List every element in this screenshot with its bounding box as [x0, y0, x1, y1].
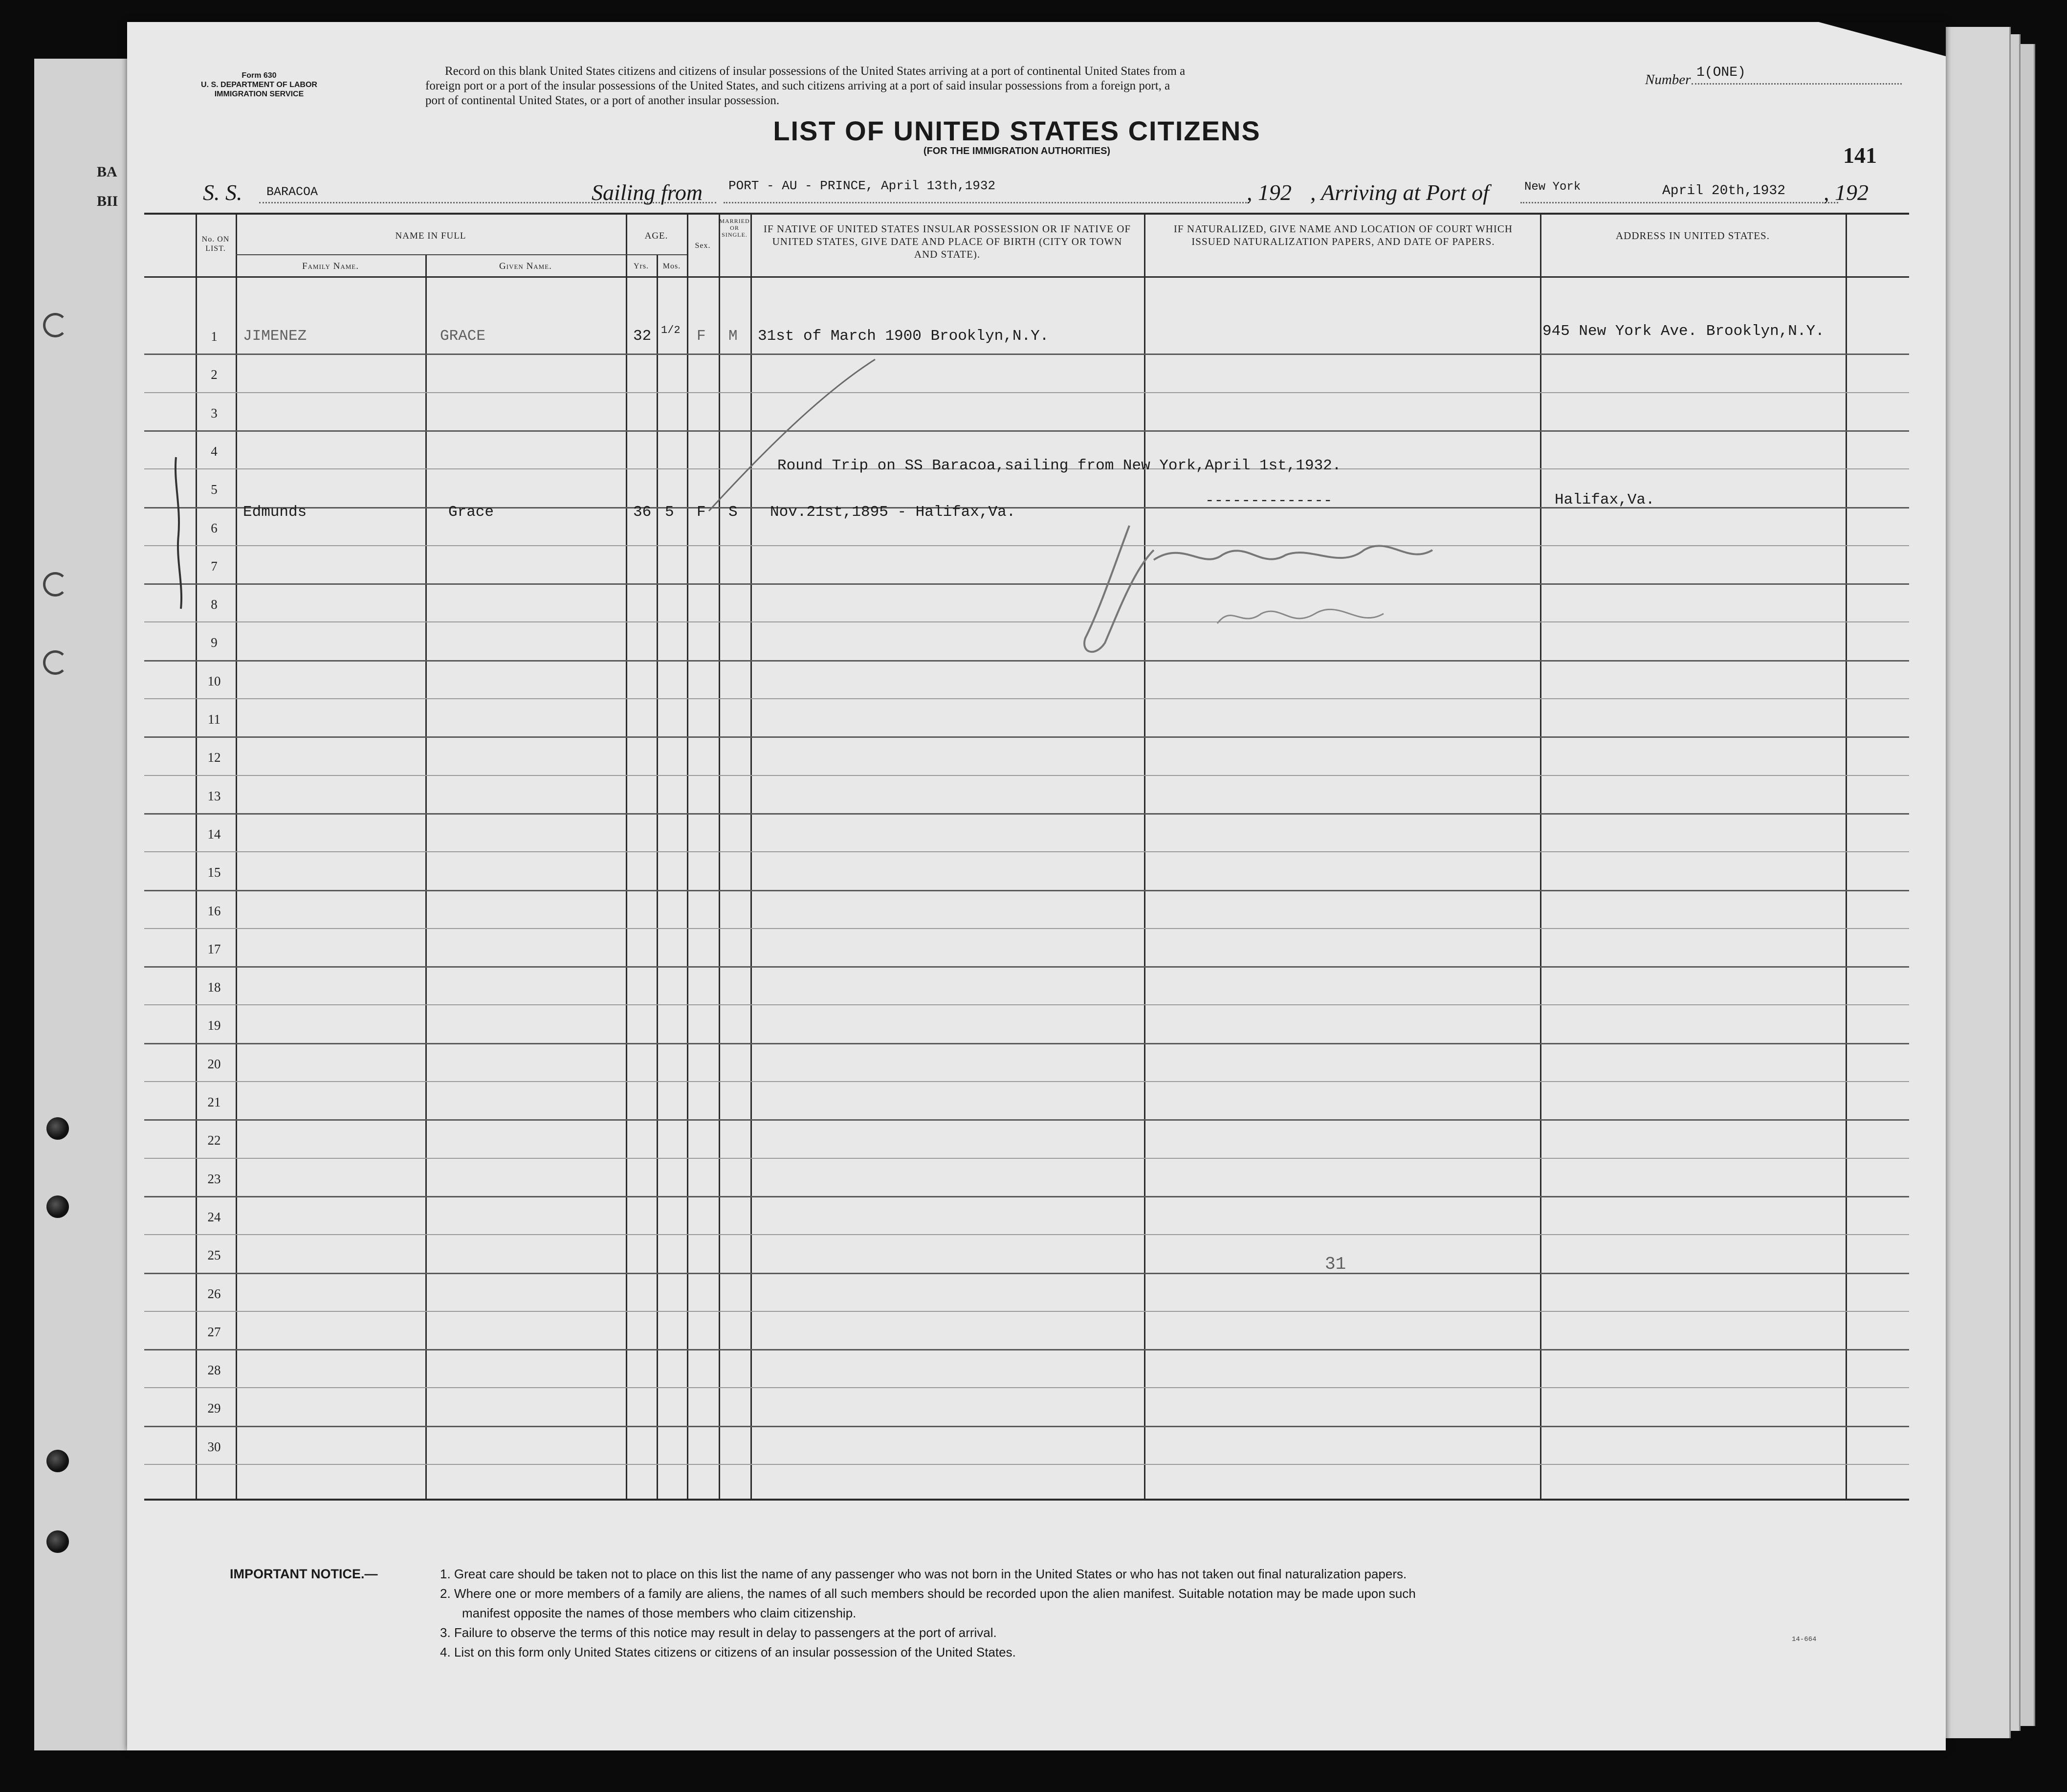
row-number: 8 [211, 597, 218, 612]
naturalization: -------------- [1205, 492, 1333, 509]
pencil-check-stroke [709, 359, 875, 511]
row-number: 16 [207, 903, 221, 918]
row-number: 28 [207, 1363, 221, 1378]
record-line: Record on this blank United States citizens and citizens of insular possessions of the United States arriving at a port of continental United States from a [445, 65, 1186, 78]
given-name: GRACE [440, 328, 486, 345]
row-number: 7 [211, 558, 218, 574]
row-number: 20 [207, 1056, 221, 1071]
row-number: 26 [207, 1286, 221, 1301]
ss-label: S. S. [203, 180, 242, 205]
header-sex: Sex. [695, 242, 711, 250]
row-number: 12 [207, 750, 221, 765]
header-age: AGE. [644, 231, 668, 241]
number-label: Number [1645, 72, 1691, 88]
row-number: 24 [207, 1209, 221, 1224]
row-number: 6 [211, 520, 218, 535]
sailing-label: Sailing from [592, 180, 703, 205]
page-stack-edge [1941, 27, 2011, 1738]
page-title: LIST OF UNITED STATES CITIZENS [773, 115, 1261, 146]
row-number: 2 [211, 367, 218, 382]
row-number: 5 [211, 482, 218, 497]
punch-hole [46, 1195, 69, 1218]
header-naturalized: IF NATURALIZED, GIVE NAME AND LOCATION OF COURT WHICH ISSUED NATURALIZATION PAPERS, AND DATE OF PAPERS. [1173, 223, 1513, 247]
birth-details: 31st of March 1900 Brooklyn,N.Y. [758, 328, 1049, 345]
arrival-port: New York [1524, 180, 1581, 194]
row-number: 19 [207, 1018, 221, 1033]
stamp-number: 31 [1325, 1254, 1346, 1274]
binder-mark: BII [97, 193, 118, 209]
row-number: 11 [208, 712, 220, 727]
punch-hole [46, 1450, 69, 1472]
sailing-from: PORT - AU - PRINCE, April 13th,1932 [728, 178, 996, 193]
header-no: No. ON LIST. [201, 235, 230, 253]
pencil-signature-stroke [1084, 526, 1432, 652]
notice-item: 2. Where one or more members of a family are aliens, the names of all such members should be recorded upon the alien manifest. Suitable notation may be made upon such [440, 1586, 1416, 1601]
pencil-initials-stroke [1217, 609, 1384, 623]
record-line: foreign port or a port of the insular possessions of the United States, and such citizens arriving at a port of said insular possessions from a foreign port, a [425, 79, 1170, 92]
row-number: 9 [211, 635, 218, 650]
row-number: 27 [207, 1324, 221, 1339]
header-name-in-full: NAME IN FULL [395, 231, 466, 241]
notice-label: IMPORTANT NOTICE.— [230, 1567, 378, 1581]
row-number: 23 [207, 1171, 221, 1186]
row-number: 22 [207, 1133, 221, 1148]
year-prefix: , 192 [1824, 180, 1869, 205]
arriving-label: , Arriving at Port of [1310, 180, 1489, 205]
binder-ring [43, 650, 67, 675]
binder-ring [43, 313, 67, 337]
page-number: 141 [1843, 143, 1877, 168]
row-number: 18 [207, 980, 221, 995]
header-months: Mos. [662, 262, 681, 270]
binder-mark: BA [97, 164, 117, 180]
ship-name: BARACOA [266, 185, 318, 199]
punch-hole [46, 1117, 69, 1140]
header-native: IF NATIVE OF UNITED STATES INSULAR POSSESSION OR IF NATIVE OF UNITED STATES, GIVE DATE AND PLACE OF BIRTH (CITY OR TOWN AND STATE). [763, 223, 1131, 260]
year-prefix: , 192 [1247, 180, 1292, 205]
round-trip-note: Round Trip on SS Baracoa,sailing from New York,April 1st,1932. [777, 457, 1341, 474]
sex: F [697, 504, 706, 521]
margin-annotation [176, 457, 181, 609]
row-number: 29 [207, 1401, 221, 1416]
notice-item: manifest opposite the names of those members who claim citizenship. [462, 1606, 857, 1620]
row-number: 21 [207, 1095, 221, 1109]
pencil-marks [127, 22, 1946, 1750]
punch-hole [46, 1530, 69, 1553]
sex: F [697, 328, 706, 345]
notice-item: 4. List on this form only United States citizens or citizens of an insular possession of the United States. [440, 1645, 1016, 1659]
age-years: 32 [633, 328, 652, 345]
row-number: 15 [207, 865, 221, 880]
arrival-date: April 20th,1932 [1662, 183, 1786, 199]
header-address: ADDRESS IN UNITED STATES. [1616, 230, 1770, 242]
age-years: 36 [633, 504, 652, 521]
page-subtitle: (FOR THE IMMIGRATION AUTHORITIES) [923, 146, 1111, 156]
row-number: 4 [211, 443, 218, 459]
row-number: 3 [211, 405, 218, 420]
manifest-page [127, 22, 1946, 1750]
row-number: 17 [207, 941, 221, 956]
header-family-name: Family Name. [302, 261, 359, 271]
age-months: 5 [665, 504, 674, 521]
header-given-name: Given Name. [499, 261, 552, 271]
form-number: Form 630 [242, 71, 277, 80]
form-code: 14-664 [1792, 1636, 1817, 1643]
header-married-or-single: MARRIED OR SINGLE. [719, 218, 750, 238]
row-number: 1 [211, 329, 218, 344]
address: 945 New York Ave. Brooklyn,N.Y. [1542, 323, 1825, 340]
notice-item: 1. Great care should be taken not to place on this list the name of any passenger who was not born in the United States or who has not taken out final naturalization papers. [440, 1567, 1407, 1581]
marital-status: S [728, 504, 738, 521]
row-number: 13 [207, 788, 221, 803]
service: IMMIGRATION SERVICE [214, 90, 304, 98]
age-months: 1/2 [661, 324, 681, 336]
family-name: Edmunds [243, 504, 307, 521]
row-number: 30 [207, 1439, 221, 1454]
row-number: 25 [207, 1248, 221, 1263]
record-line: port of continental United States, or a port of another insular possession. [425, 94, 780, 107]
row-number: 14 [207, 826, 221, 841]
binder-ring [43, 572, 67, 597]
given-name: Grace [448, 504, 494, 521]
row-number: 10 [207, 673, 221, 688]
address: Halifax,Va. [1555, 491, 1655, 509]
header-years: Yrs. [633, 262, 649, 270]
notice-item: 3. Failure to observe the terms of this notice may result in delay to passengers at the port of arrival. [440, 1625, 997, 1640]
birth-details: Nov.21st,1895 - Halifax,Va. [770, 504, 1016, 521]
family-name: JIMENEZ [243, 328, 307, 345]
number-value: 1(ONE) [1696, 65, 1746, 80]
department: U. S. DEPARTMENT OF LABOR [201, 81, 317, 89]
marital-status: M [728, 328, 738, 345]
